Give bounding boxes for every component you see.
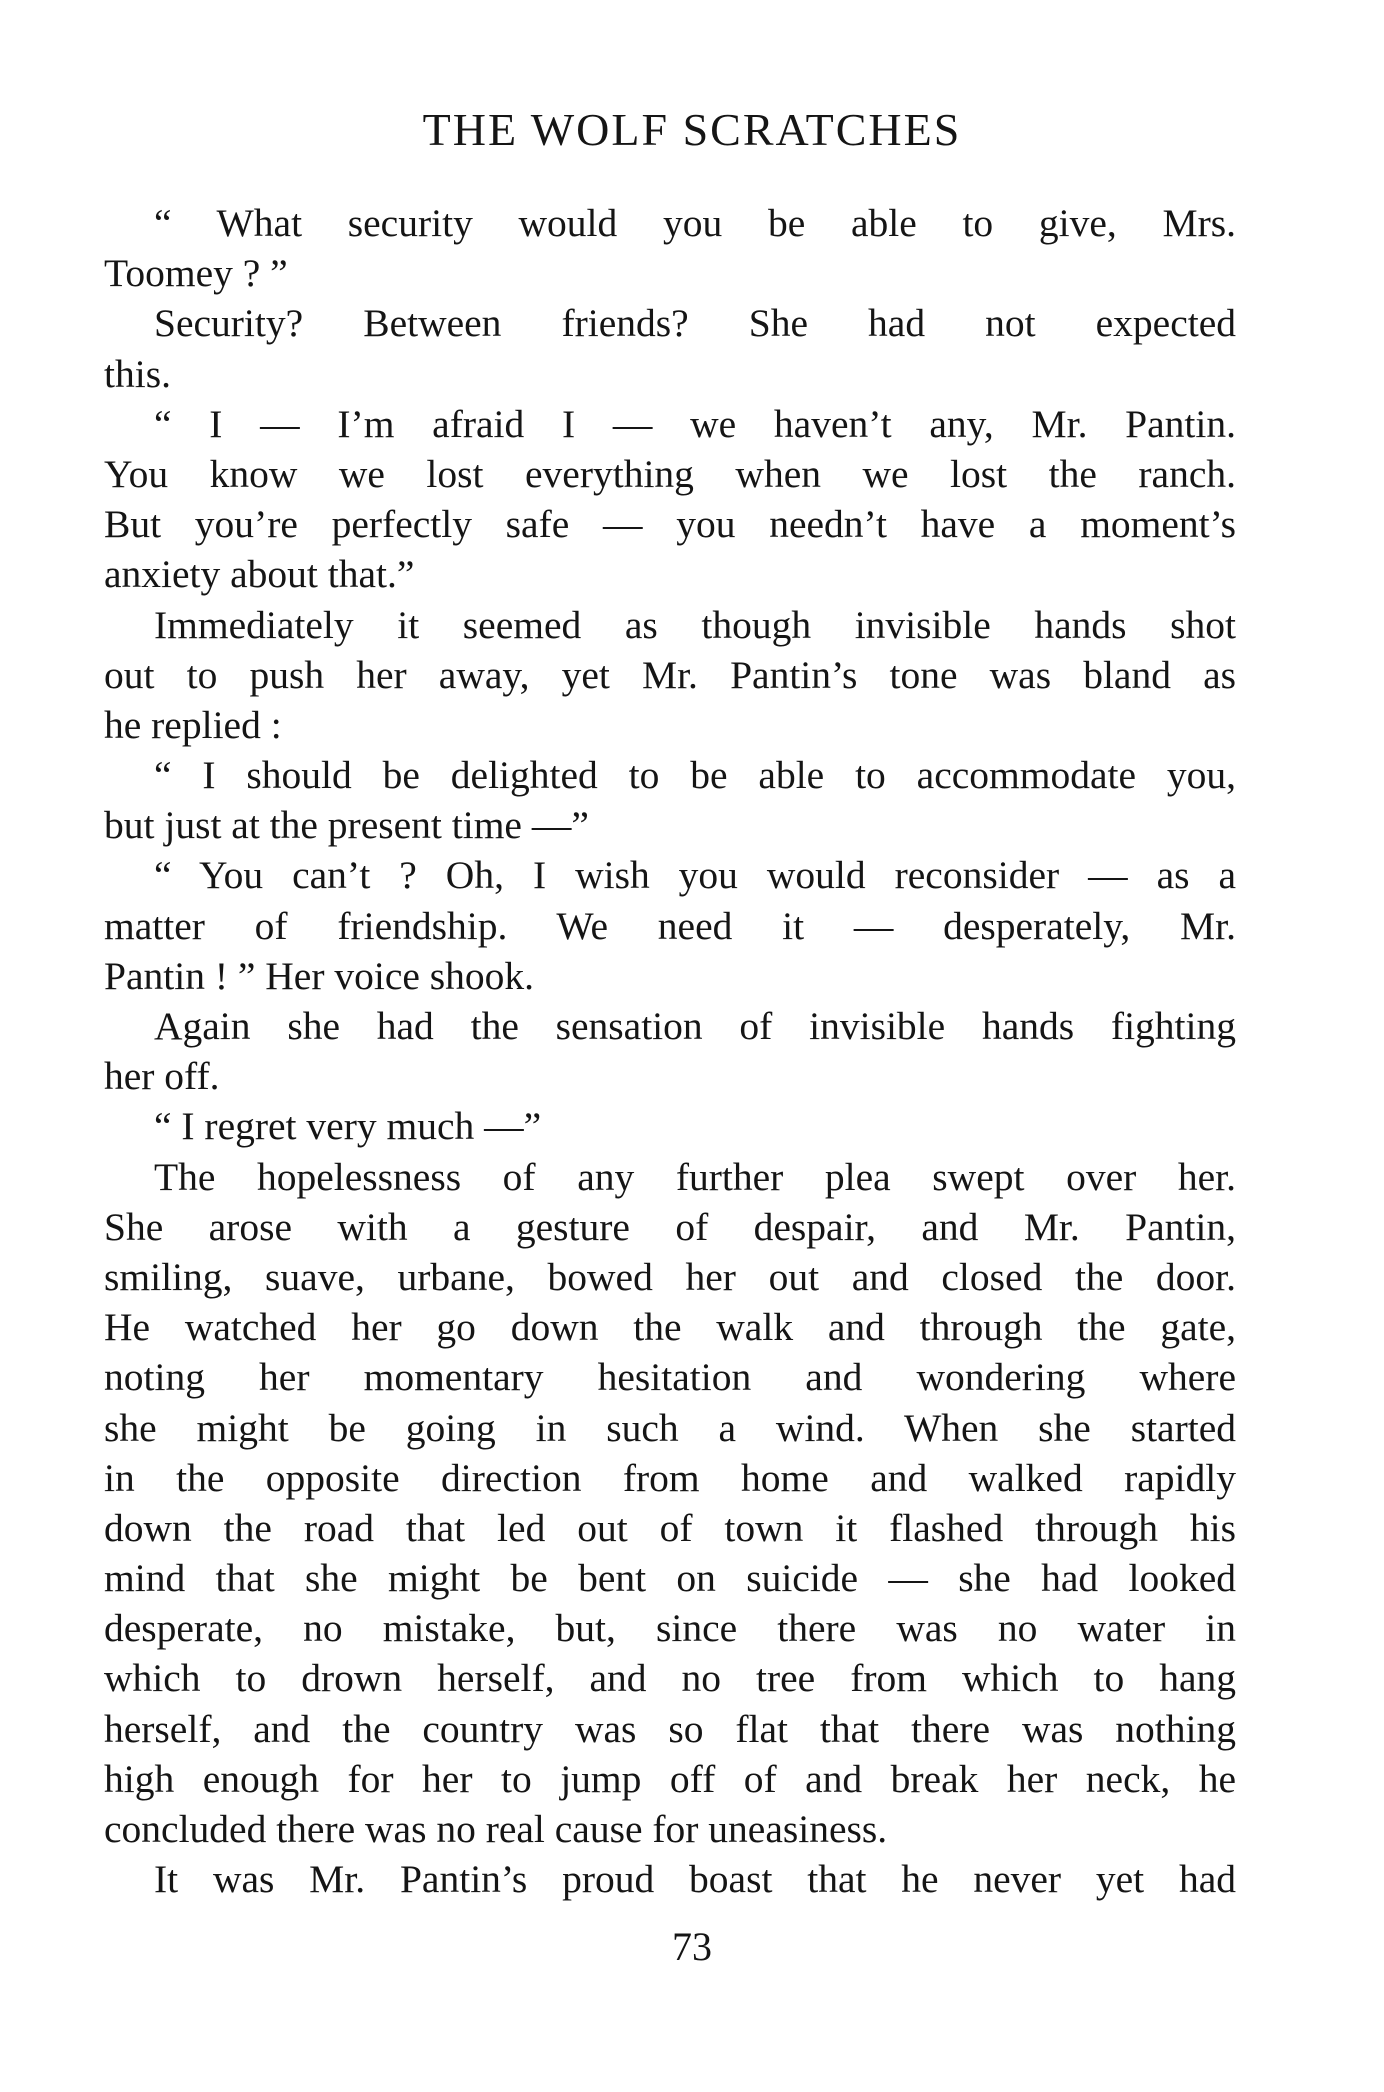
- text-line: Pantin ! ” Her voice shook.: [104, 953, 535, 998]
- text-line: matter of friendship. We need it — desperately, Mr.: [104, 903, 1236, 948]
- text-line: which to drown herself, and no tree from which to hang: [104, 1656, 1236, 1701]
- text-line: He watched her go down the walk and through the gate,: [104, 1305, 1236, 1350]
- text-line: The hopelessness of any further plea swept over her.: [154, 1154, 1236, 1199]
- text-line: concluded there was no real cause for uneasiness.: [104, 1807, 888, 1851]
- text-line: her off.: [104, 1054, 220, 1099]
- text-line: Immediately it seemed as though invisible hands shot: [154, 602, 1236, 647]
- text-line: “ What security would you be able to give, Mrs.: [154, 201, 1236, 245]
- text-line: desperate, no mistake, but, since there was no water in: [104, 1606, 1236, 1651]
- text-line: out to push her away, yet Mr. Pantin’s tone was bland as: [104, 652, 1236, 697]
- text-line: noting her momentary hesitation and wondering where: [104, 1355, 1236, 1400]
- text-line: she might be going in such a wind. When she started: [104, 1405, 1236, 1450]
- text-line: “ I regret very much —”: [154, 1104, 542, 1149]
- text-line: he replied :: [104, 702, 282, 747]
- text-line: But you’re perfectly safe — you needn’t have a moment’s: [104, 502, 1236, 547]
- text-line: You know we lost everything when we lost the ranch.: [104, 451, 1236, 496]
- body-text: [104, 198, 1236, 1904]
- text-line: She arose with a gesture of despair, and Mr. Pantin,: [104, 1204, 1236, 1249]
- text-line: smiling, suave, urbane, bowed her out and closed the door.: [104, 1254, 1236, 1299]
- text-line: anxiety about that.”: [104, 552, 415, 597]
- text-line: “ I should be delighted to be able to accommodate you,: [154, 753, 1236, 798]
- text-line: It was Mr. Pantin’s proud boast that he never yet had: [154, 1857, 1236, 1902]
- text-line: high enough for her to jump off of and break her neck, he: [104, 1756, 1236, 1801]
- text-line: but just at the present time —”: [104, 803, 589, 848]
- text-line: mind that she might be bent on suicide — she had looked: [104, 1556, 1236, 1601]
- text-line: Again she had the sensation of invisible hands fighting: [154, 1004, 1236, 1048]
- text-line: Security? Between friends? She had not expected: [154, 301, 1236, 346]
- text-line: herself, and the country was so flat that there was nothing: [104, 1706, 1236, 1751]
- running-head: THE WOLF SCRATCHES: [422, 104, 962, 155]
- text-line: down the road that led out of town it flashed through his: [104, 1505, 1236, 1550]
- text-line: Toomey ? ”: [104, 251, 288, 296]
- text-line: in the opposite direction from home and walked rapidly: [104, 1455, 1236, 1500]
- page-number: 73: [672, 1924, 712, 1969]
- text-line: “ You can’t ? Oh, I wish you would reconsider — as a: [154, 853, 1236, 898]
- text-line: this.: [104, 351, 171, 396]
- text-line: “ I — I’m afraid I — we haven’t any, Mr. Pantin.: [154, 401, 1236, 446]
